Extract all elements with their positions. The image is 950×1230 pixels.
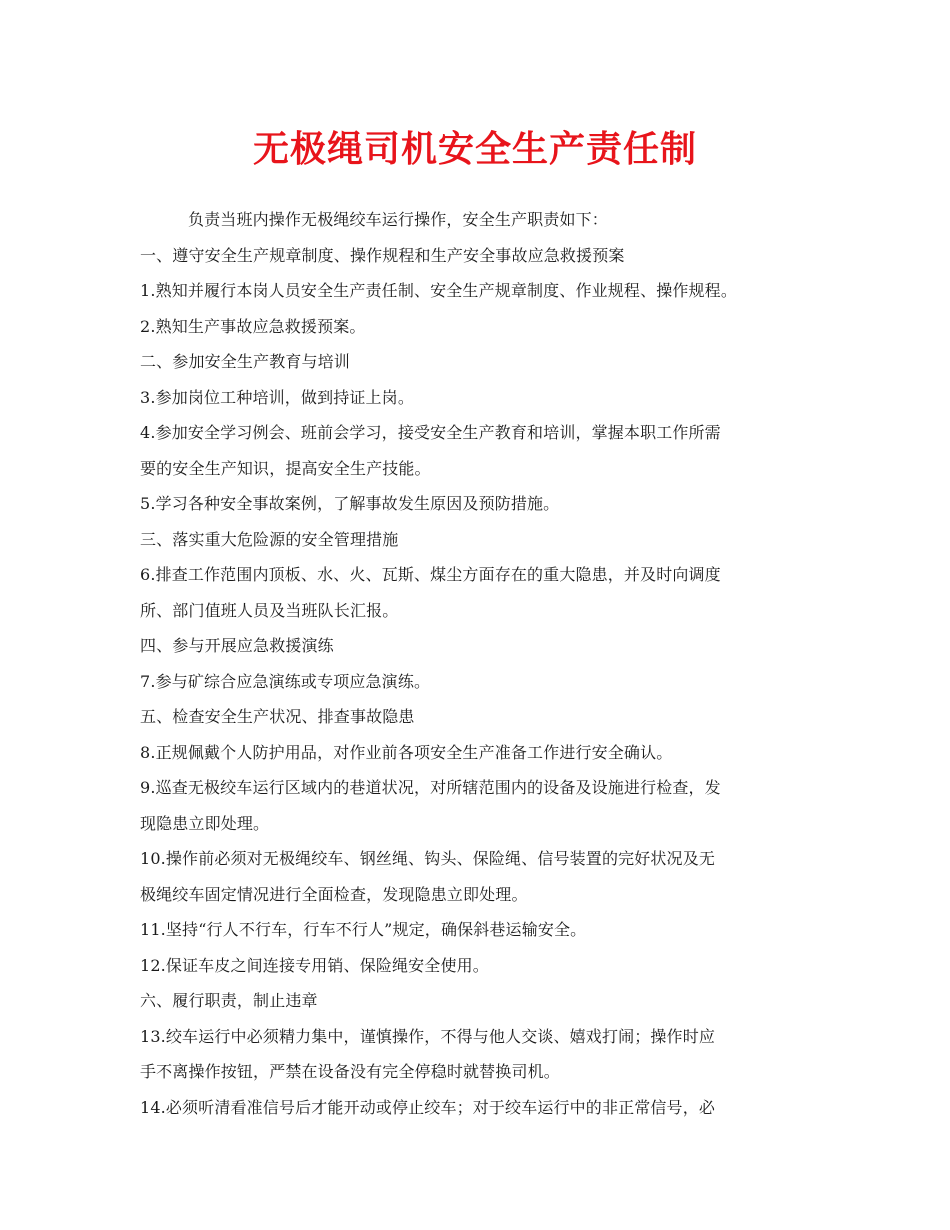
- list-item-continuation: 所、部门值班人员及当班队长汇报。: [140, 600, 399, 620]
- intro-paragraph: 负责当班内操作无极绳绞车运行操作，安全生产职责如下：: [188, 210, 608, 229]
- list-item: 5.学习各种安全事故案例，了解事故发生原因及预防措施。: [140, 494, 560, 513]
- list-item: 6.排查工作范围内顶板、水、火、瓦斯、煤尘方面存在的重大隐患，并及时向调度: [140, 565, 721, 584]
- list-item: 9.巡查无极绞车运行区域内的巷道状况，对所辖范围内的设备及设施进行检查，发: [140, 778, 721, 797]
- list-item: 13.绞车运行中必须精力集中，谨慎操作，不得与他人交谈、嬉戏打闹；操作时应: [140, 1026, 715, 1046]
- document-body: [140, 202, 830, 1125]
- section-heading: 一、遵守安全生产规章制度、操作规程和生产安全事故应急救援预案: [140, 245, 625, 265]
- list-item: 2.熟知生产事故应急救援预案。: [140, 316, 366, 336]
- list-item-continuation: 手不离操作按钮，严禁在设备没有完全停稳时就替换司机。: [140, 1062, 560, 1081]
- list-item-continuation: 要的安全生产知识，提高安全生产技能。: [140, 458, 431, 478]
- list-item-continuation: 现隐患立即处理。: [140, 813, 270, 833]
- list-item-continuation: 极绳绞车固定情况进行全面检查，发现隐患立即处理。: [140, 884, 528, 904]
- section-heading: 三、落实重大危险源的安全管理措施: [140, 529, 399, 549]
- list-item: 4.参加安全学习例会、班前会学习，接受安全生产教育和培训，掌握本职工作所需: [140, 423, 721, 442]
- section-heading: 四、参与开展应急救援演练: [140, 636, 334, 655]
- list-item: 8.正规佩戴个人防护用品，对作业前各项安全生产准备工作进行安全确认。: [140, 742, 673, 762]
- list-item: 3.参加岗位工种培训，做到持证上岗。: [140, 387, 414, 407]
- list-item: 12.保证车皮之间连接专用销、保险绳安全使用。: [140, 955, 489, 975]
- list-item: 7.参与矿综合应急演练或专项应急演练。: [140, 671, 431, 691]
- list-item: 14.必须听清看准信号后才能开动或停止绞车；对于绞车运行中的非正常信号，必: [140, 1097, 715, 1117]
- section-heading: 五、检查安全生产状况、排查事故隐患: [140, 707, 415, 726]
- list-item: 11.坚持“行人不行车，行车不行人”规定，确保斜巷运输安全。: [140, 920, 587, 939]
- list-item: 1.熟知并履行本岗人员安全生产责任制、安全生产规章制度、作业规程、操作规程。: [140, 281, 737, 300]
- section-heading: 二、参加安全生产教育与培训: [140, 352, 350, 371]
- section-heading: 六、履行职责，制止违章: [140, 991, 318, 1010]
- document-title: 无极绳司机安全生产责任制: [252, 128, 697, 170]
- list-item: 10.操作前必须对无极绳绞车、钢丝绳、钩头、保险绳、信号装置的完好状况及无: [140, 849, 715, 868]
